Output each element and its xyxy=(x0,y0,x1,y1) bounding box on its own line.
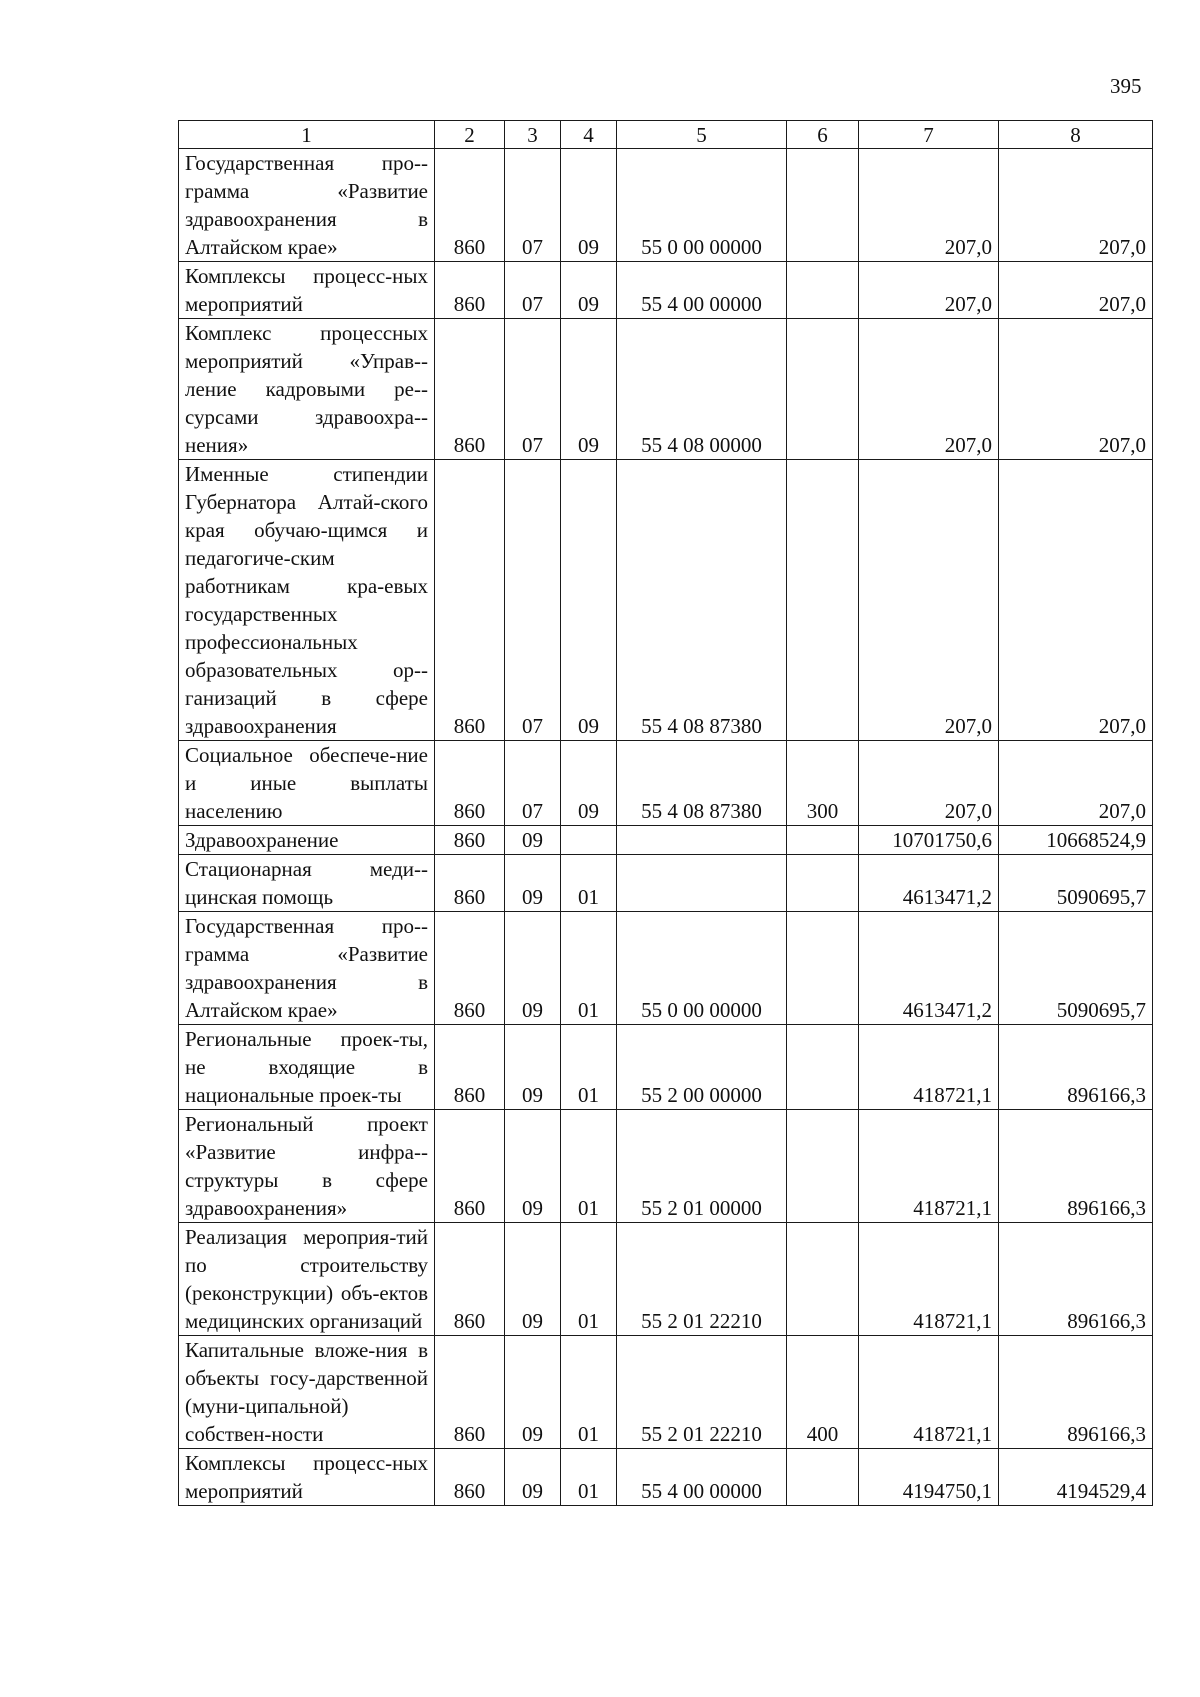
row-code-cell: 09 xyxy=(505,1449,561,1506)
page-number: 395 xyxy=(1110,74,1142,98)
row-code-cell: 860 xyxy=(435,460,505,741)
row-code-cell: 55 2 01 22210 xyxy=(617,1223,787,1336)
row-name-cell: Социальное обеспече-ние и иные выплаты населению xyxy=(179,741,435,826)
header-cell: 7 xyxy=(859,121,999,149)
row-code-cell xyxy=(787,1223,859,1336)
row-code-cell: 09 xyxy=(561,149,617,262)
row-name-cell: Региональный проект «Развитие инфра-структуры в сфере здравоохранения» xyxy=(179,1110,435,1223)
row-code-cell: 09 xyxy=(505,1025,561,1110)
table-row xyxy=(179,1223,1153,1336)
budget-table xyxy=(178,120,1153,1506)
row-name-cell: Реализация мероприя-тий по строительству (реконструкции) объ-ектов медицинских организаций xyxy=(179,1223,435,1336)
table-row xyxy=(179,1449,1153,1506)
row-name-cell: Комплекс процессных мероприятий «Управ-ление кадровыми ре-сурсами здравоохра-нения» xyxy=(179,319,435,460)
header-cell: 1 xyxy=(179,121,435,149)
row-amount-cell: 10701750,6 xyxy=(859,826,999,855)
row-code-cell: 860 xyxy=(435,1336,505,1449)
row-code-cell: 860 xyxy=(435,262,505,319)
row-code-cell: 01 xyxy=(561,1336,617,1449)
header-cell: 2 xyxy=(435,121,505,149)
row-name-cell: Комплексы процесс-ных мероприятий xyxy=(179,262,435,319)
table-row xyxy=(179,855,1153,912)
row-code-cell: 07 xyxy=(505,262,561,319)
row-code-cell xyxy=(787,149,859,262)
row-amount-cell: 207,0 xyxy=(859,319,999,460)
row-code-cell: 01 xyxy=(561,1025,617,1110)
row-code-cell xyxy=(617,855,787,912)
row-code-cell: 01 xyxy=(561,1449,617,1506)
row-code-cell: 09 xyxy=(505,1223,561,1336)
row-code-cell: 55 4 00 00000 xyxy=(617,1449,787,1506)
row-code-cell: 400 xyxy=(787,1336,859,1449)
row-code-cell xyxy=(787,262,859,319)
row-amount-cell: 5090695,7 xyxy=(999,912,1153,1025)
table-row xyxy=(179,741,1153,826)
row-code-cell xyxy=(787,826,859,855)
row-name-cell: Стационарная меди-цинская помощь xyxy=(179,855,435,912)
table-row xyxy=(179,319,1153,460)
table-row xyxy=(179,826,1153,855)
row-code-cell: 860 xyxy=(435,741,505,826)
row-code-cell xyxy=(787,855,859,912)
row-name-cell: Здравоохранение xyxy=(179,826,435,855)
row-amount-cell: 418721,1 xyxy=(859,1110,999,1223)
row-amount-cell: 4194750,1 xyxy=(859,1449,999,1506)
row-amount-cell: 207,0 xyxy=(859,262,999,319)
row-code-cell xyxy=(561,826,617,855)
row-code-cell: 07 xyxy=(505,319,561,460)
row-code-cell: 01 xyxy=(561,912,617,1025)
row-name-cell: Капитальные вложе-ния в объекты госу-дарственной (муни-ципальной) собствен-ности xyxy=(179,1336,435,1449)
row-amount-cell: 4194529,4 xyxy=(999,1449,1153,1506)
row-code-cell: 55 2 01 22210 xyxy=(617,1336,787,1449)
row-amount-cell: 896166,3 xyxy=(999,1110,1153,1223)
row-code-cell xyxy=(617,826,787,855)
row-code-cell xyxy=(787,460,859,741)
row-amount-cell: 207,0 xyxy=(999,262,1153,319)
row-amount-cell: 207,0 xyxy=(859,741,999,826)
row-code-cell: 860 xyxy=(435,149,505,262)
row-code-cell: 55 4 00 00000 xyxy=(617,262,787,319)
row-name-cell: Региональные проек-ты, не входящие в национальные проек-ты xyxy=(179,1025,435,1110)
header-cell: 4 xyxy=(561,121,617,149)
header-cell: 5 xyxy=(617,121,787,149)
row-code-cell: 55 0 00 00000 xyxy=(617,912,787,1025)
row-code-cell: 01 xyxy=(561,855,617,912)
row-code-cell xyxy=(787,912,859,1025)
table-row xyxy=(179,912,1153,1025)
row-code-cell: 55 4 08 87380 xyxy=(617,741,787,826)
row-code-cell: 860 xyxy=(435,1110,505,1223)
row-code-cell: 09 xyxy=(505,1110,561,1223)
row-code-cell: 07 xyxy=(505,741,561,826)
row-code-cell: 07 xyxy=(505,149,561,262)
row-amount-cell: 10668524,9 xyxy=(999,826,1153,855)
row-amount-cell: 896166,3 xyxy=(999,1336,1153,1449)
row-amount-cell: 207,0 xyxy=(999,149,1153,262)
row-code-cell: 55 4 08 87380 xyxy=(617,460,787,741)
row-code-cell: 55 4 08 00000 xyxy=(617,319,787,460)
row-amount-cell: 418721,1 xyxy=(859,1336,999,1449)
table-row xyxy=(179,1110,1153,1223)
row-code-cell: 860 xyxy=(435,319,505,460)
row-code-cell: 860 xyxy=(435,1223,505,1336)
header-cell: 6 xyxy=(787,121,859,149)
row-code-cell: 01 xyxy=(561,1110,617,1223)
row-code-cell: 55 2 00 00000 xyxy=(617,1025,787,1110)
row-name-cell: Государственная про-грамма «Развитие здравоохранения в Алтайском крае» xyxy=(179,912,435,1025)
header-row xyxy=(179,121,1153,149)
table-row xyxy=(179,262,1153,319)
row-code-cell xyxy=(787,1449,859,1506)
row-name-cell: Комплексы процесс-ных мероприятий xyxy=(179,1449,435,1506)
row-code-cell: 09 xyxy=(505,1336,561,1449)
row-amount-cell: 207,0 xyxy=(859,460,999,741)
row-code-cell xyxy=(787,1110,859,1223)
row-amount-cell: 896166,3 xyxy=(999,1025,1153,1110)
row-amount-cell: 4613471,2 xyxy=(859,855,999,912)
row-amount-cell: 418721,1 xyxy=(859,1025,999,1110)
row-amount-cell: 207,0 xyxy=(999,460,1153,741)
row-code-cell: 09 xyxy=(561,741,617,826)
row-code-cell: 09 xyxy=(561,460,617,741)
row-amount-cell: 418721,1 xyxy=(859,1223,999,1336)
row-amount-cell: 4613471,2 xyxy=(859,912,999,1025)
table-row xyxy=(179,460,1153,741)
row-name-cell: Именные стипендии Губернатора Алтай-ского края обучаю-щимся и педагогиче-ским работникам кра-евых государственных профессиональных образовательных ор-ганизаций в сфере здравоохранения xyxy=(179,460,435,741)
row-code-cell: 300 xyxy=(787,741,859,826)
row-code-cell xyxy=(787,319,859,460)
header-cell: 8 xyxy=(999,121,1153,149)
row-code-cell: 860 xyxy=(435,1025,505,1110)
row-code-cell: 860 xyxy=(435,1449,505,1506)
row-code-cell: 09 xyxy=(561,319,617,460)
table-row xyxy=(179,1025,1153,1110)
row-name-cell: Государственная про-грамма «Развитие здравоохранения в Алтайском крае» xyxy=(179,149,435,262)
row-code-cell: 01 xyxy=(561,1223,617,1336)
table-row xyxy=(179,149,1153,262)
row-code-cell: 860 xyxy=(435,826,505,855)
row-code-cell: 09 xyxy=(505,826,561,855)
row-code-cell: 860 xyxy=(435,912,505,1025)
row-code-cell: 09 xyxy=(561,262,617,319)
row-code-cell: 09 xyxy=(505,855,561,912)
row-code-cell: 55 2 01 00000 xyxy=(617,1110,787,1223)
row-amount-cell: 896166,3 xyxy=(999,1223,1153,1336)
row-amount-cell: 207,0 xyxy=(999,319,1153,460)
row-amount-cell: 207,0 xyxy=(999,741,1153,826)
table-row xyxy=(179,1336,1153,1449)
row-amount-cell: 5090695,7 xyxy=(999,855,1153,912)
row-code-cell xyxy=(787,1025,859,1110)
header-cell: 3 xyxy=(505,121,561,149)
row-amount-cell: 207,0 xyxy=(859,149,999,262)
row-code-cell: 09 xyxy=(505,912,561,1025)
row-code-cell: 55 0 00 00000 xyxy=(617,149,787,262)
row-code-cell: 860 xyxy=(435,855,505,912)
row-code-cell: 07 xyxy=(505,460,561,741)
